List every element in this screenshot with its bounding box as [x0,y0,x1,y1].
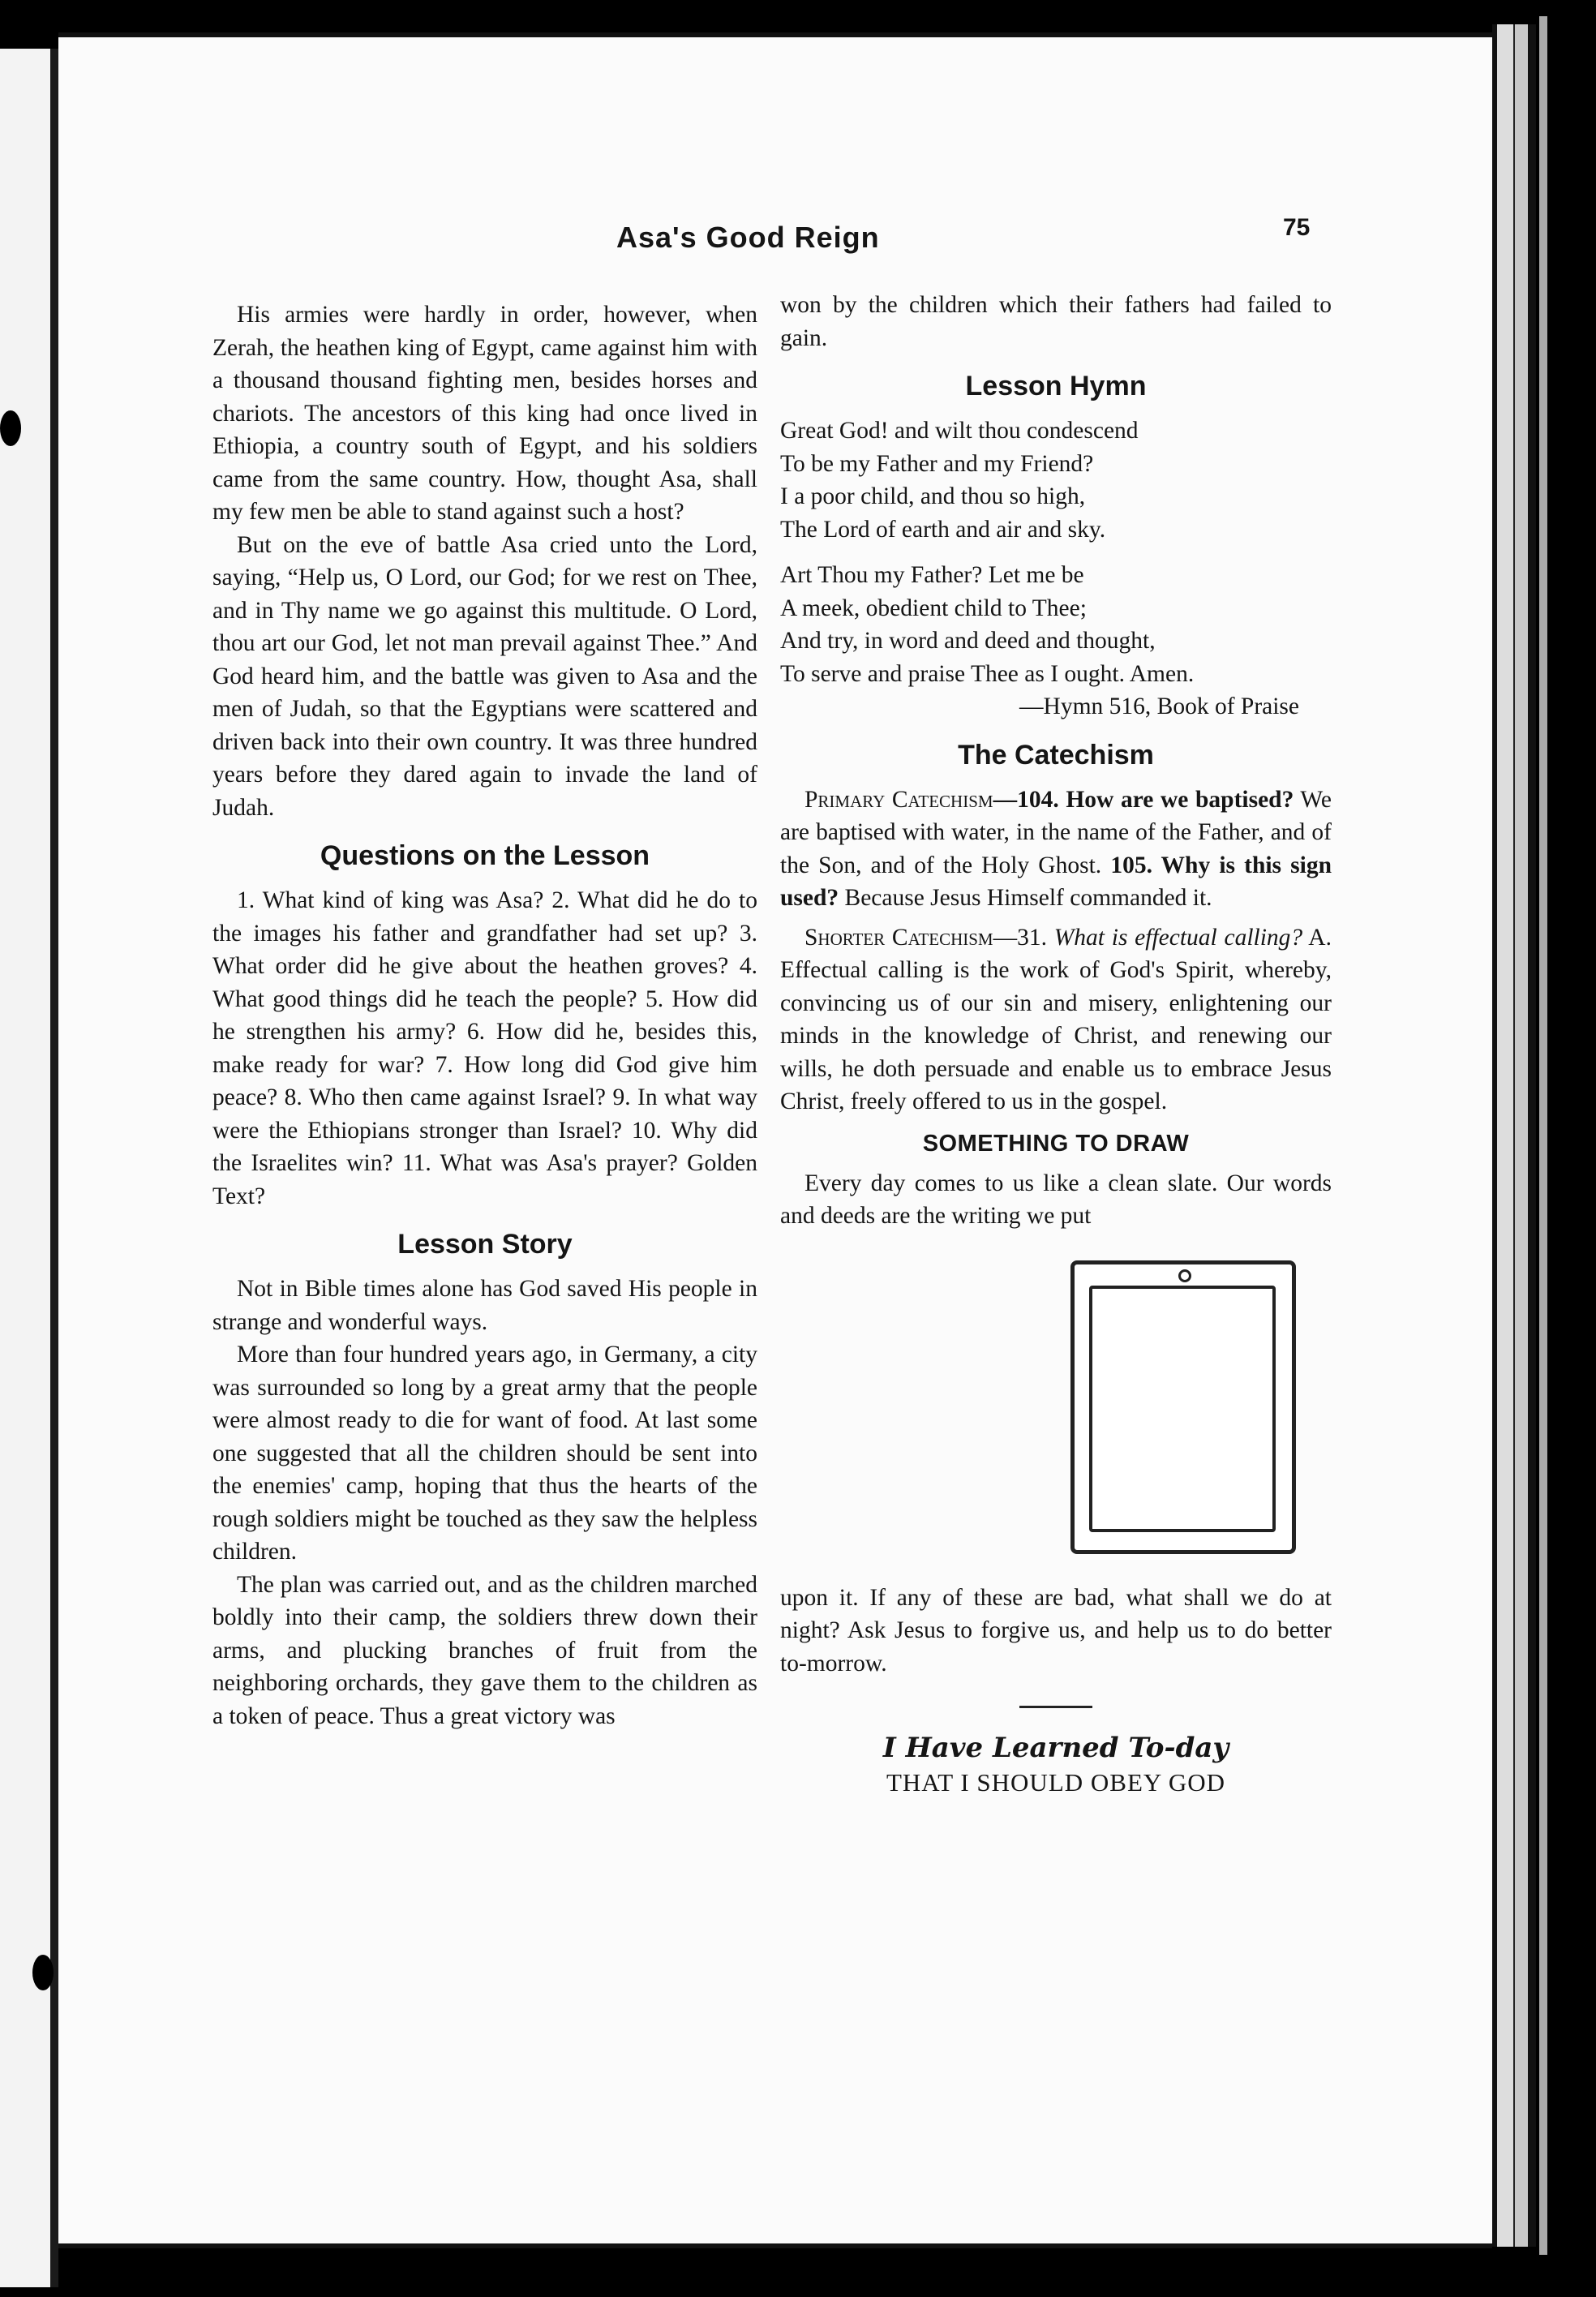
story-paragraph: His armies were hardly in order, however, when Zerah, the heathen king of Egypt, came against him with a thousand thousand fighting men, besides horses and chariots. The ancestors of this king had once lived in Ethiopia, a country south of Egypt, and his soldiers came from the same country. How, thought Asa, shall my few men be able to stand against such a host? [212,302,757,525]
story-paragraph: But on the eve of battle Asa cried unto the Lord, saying, “Help us, O Lord, our God; for we rest on Thee, and in Thy name we go against this multitude. O Lord, thou art our God, let not man prevail against Thee.” And God heard him, and the battle was given to Asa and the men of Judah, so that the Egyptians were scattered and driven back into their own country. It was three hundred years before they dared again to invade the land of Judah. [212,531,757,821]
punch-hole [32,1955,54,1990]
primary-answer: We are baptised with water, in the name of the Father, and of the Son, and of the Holy Ghost. [780,786,1332,878]
slate-frame [1070,1260,1296,1554]
divider-rule [1019,1706,1092,1708]
left-column [212,298,757,1732]
right-page-edge [1539,16,1547,2255]
primary-question: 105. Why is this sign used? [780,852,1332,911]
primary-question: —104. How are we baptised? [993,786,1294,813]
punch-hole [0,410,21,446]
catechism-heading: The Catechism [958,739,1154,771]
lesson-story-heading: Lesson Story [397,1229,573,1260]
hymn-source: —Hymn 516, Book of Praise [1019,693,1299,719]
hymn-line: Great God! and wilt thou condescend [780,418,1139,444]
shorter-catechism [780,921,1332,1118]
hymn-line: The Lord of earth and air and sky. [780,516,1106,543]
left-page-edge [0,49,50,2287]
primary-answer: Because Jesus Himself commanded it. [839,885,1212,911]
learned-subtitle: THAT I SHOULD OBEY GOD [886,1768,1226,1797]
questions-paragraph: 1. What kind of king was Asa? 2. What did he do to the images his father and grandfather had set up? 3. What order did he give about the heathen groves? 4. What good things did he teach the people? 5. How did he strengthen his army? 6. How did he, besides this, make ready for war? 7. How long did God give him peace? 8. Who then came against Israel? 9. In what way were the Ethiopians stronger than Israel? 10. Why did the Israelites win? 11. What was Asa's prayer? Golden Text? [212,887,757,1209]
hymn-line: I a poor child, and thou so high, [780,483,1086,509]
draw-paragraph: upon it. If any of these are bad, what shall we do at night? Ask Jesus to forgive us, and help us to do better to-morrow. [780,1584,1332,1677]
primary-catechism [780,784,1332,915]
hymn [780,414,1332,723]
lesson-story-paragraph: More than four hundred years ago, in Germany, a city was surrounded so long by a great army that the people were almost ready to die for want of food. At last some one suggested that all the children should be sent into the enemies' camp, hoping that thus the hearts of the rough soldiers might be touched as they saw the helpless children. [212,1342,757,1565]
hymn-line: To serve and praise Thee as I ought. Amen. [780,660,1195,687]
learned-title: I Have Learned To-day [882,1732,1229,1764]
binding-shadow [50,49,58,2287]
right-page-edge [1515,24,1536,2247]
slate-surface [1089,1286,1276,1532]
draw-paragraph: Every day comes to us like a clean slate. Our words and deeds are the writing we put [780,1170,1332,1229]
questions-heading: Questions on the Lesson [320,840,650,871]
hymn-line: A meek, obedient child to Thee; [780,595,1087,621]
lesson-story-paragraph: Not in Bible times alone has God saved His people in strange and wonderful ways. [212,1276,757,1335]
hymn-line: And try, in word and deed and thought, [780,628,1156,654]
shorter-answer: A. Effectual calling is the work of God's Spirit, whereby, convincing us of our sin and misery, enlightening our minds in the knowledge of Christ, and renewing our wills, he doth persuade and enable us to embrace Jesus Christ, freely offered to us in the gospel. [780,924,1332,1114]
hymn-line: To be my Father and my Friend? [780,450,1094,477]
hymn-stanza [780,414,1332,546]
shorter-catechism-label: Shorter Catechism [804,924,993,951]
hymn-line: Art Thou my Father? Let me be [780,562,1084,588]
slate-peg [1178,1269,1191,1282]
right-column [780,289,1332,1800]
draw-heading: SOMETHING TO DRAW [922,1130,1190,1157]
shorter-question: What is effectual calling? [1053,924,1303,951]
lesson-story-continuation: won by the children which their fathers had failed to gain. [780,292,1332,351]
page-number: 75 [1283,214,1311,241]
hymn-stanza [780,559,1332,690]
lesson-story-paragraph: The plan was carried out, and as the children marched boldly into their camp, the soldiers threw down their arms, and plucking branches of fruit from the neighboring orchards, they gave them to the children as a token of peace. Thus a great victory was [212,1571,757,1729]
lesson-hymn-heading: Lesson Hymn [965,371,1147,401]
primary-catechism-label: Primary Catechism [804,786,993,813]
shorter-number: —31. [993,924,1054,951]
slate-illustration [780,1233,1332,1582]
running-head: Asa's Good Reign [616,221,880,254]
